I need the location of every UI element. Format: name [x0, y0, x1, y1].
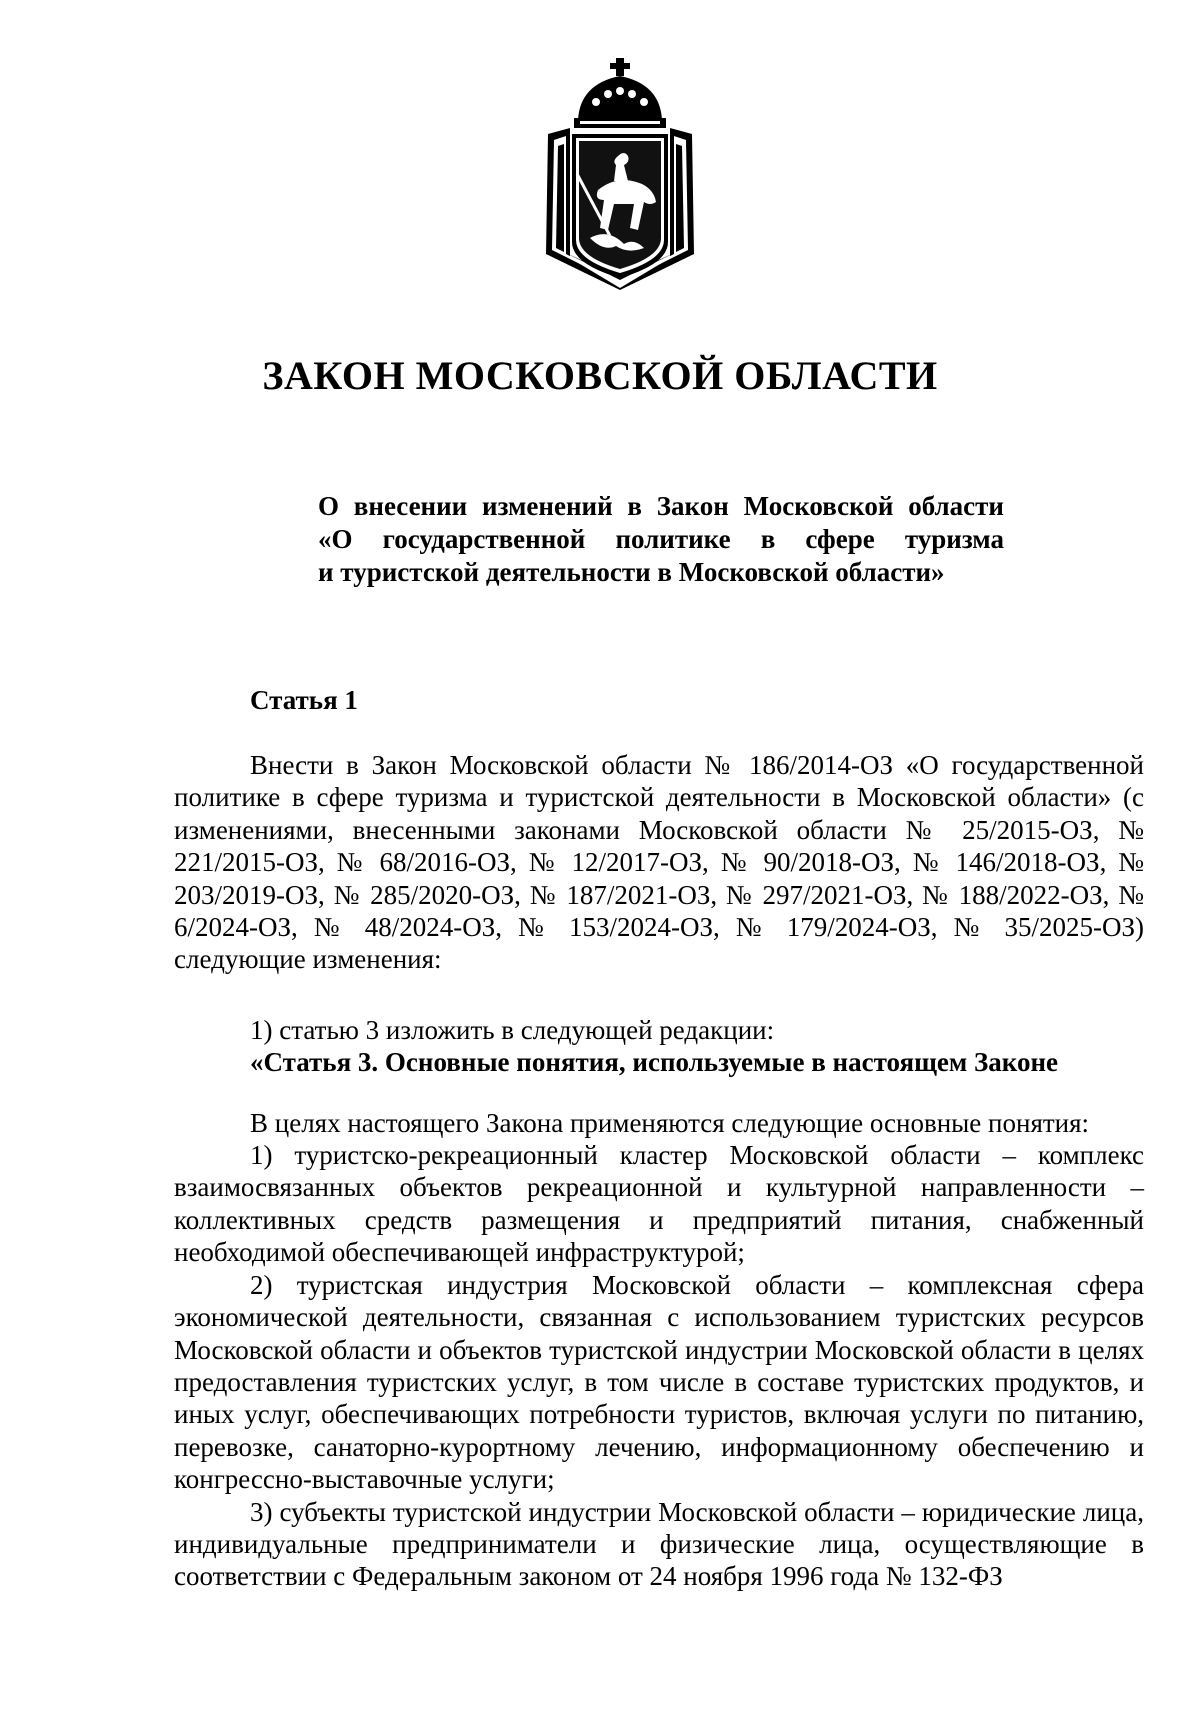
- purpose-paragraph: В целях настоящего Закона применяются следующие основные понятия:: [250, 1107, 1090, 1138]
- subtitle-line: «О государственной политике в сфере туризма: [318, 524, 1004, 554]
- document-body: [174, 749, 1144, 1593]
- document-subtitle: [318, 490, 1004, 589]
- definition-paragraph: 1) туристско-рекреационный кластер Московской области – комплекс взаимосвязанных объектов рекреационной и культурной направленности – коллективных средств размещения и предприятий питания, снабженный необходимой обеспечивающей инфраструктурой;: [174, 1140, 1144, 1268]
- quoted-article-heading: «Статья 3. Основные понятия, используемые в настоящем Законе: [250, 1047, 1058, 1078]
- article-heading: Статья 1: [250, 685, 358, 715]
- definition-paragraph: 2) туристская индустрия Московской области – комплексная сфера экономической деятельности, связанная с использованием туристских ресурсов Московской области и объектов туристской индустрии Московской области в целях предоставления туристских услуг, в том числе в составе туристских продуктов, и иных услуг, обеспечивающих потребности туристов, включая услуги по питанию, перевозке, санаторно-курортному лечению, информационному обеспечению и конгрессно-выставочные услуги;: [174, 1269, 1144, 1495]
- spacer: [174, 1079, 1144, 1107]
- coat-of-arms-icon: [530, 58, 710, 290]
- subtitle-line: и туристской деятельности в Московской области»: [318, 557, 945, 587]
- intro-paragraph: Внести в Закон Московской области № 186/2014-ОЗ «О государственной политике в сфере туризма и туристской деятельности в Московской области» (с изменениями, внесенными законами Московской области № 25/2015-ОЗ, № 221/2015-ОЗ, № 68/2016-ОЗ, № 12/2017-ОЗ, № 90/2018-ОЗ, № 146/2018-ОЗ, № 203/2019-ОЗ, № 285/2020-ОЗ, № 187/2021-ОЗ, № 297/2021-ОЗ, № 188/2022-ОЗ, № 6/2024-ОЗ, № 48/2024-ОЗ, № 153/2024-ОЗ, № 179/2024-ОЗ, № 35/2025-ОЗ) следующие изменения:: [174, 750, 1144, 975]
- document-title: ЗАКОН МОСКОВСКОЙ ОБЛАСТИ: [262, 353, 938, 398]
- item-paragraph: 1) статью 3 изложить в следующей редакции:: [250, 1014, 775, 1045]
- subtitle-line: О внесении изменений в Закон Московской области: [318, 491, 1004, 521]
- definition-paragraph: 3) субъекты туристской индустрии Московской области – юридические лица, индивидуальные предприниматели и физические лица, осуществляющие в соответствии с Федеральным законом от 24 ноября 1996 года № 132-ФЗ: [174, 1496, 1144, 1592]
- spacer: [174, 976, 1144, 1014]
